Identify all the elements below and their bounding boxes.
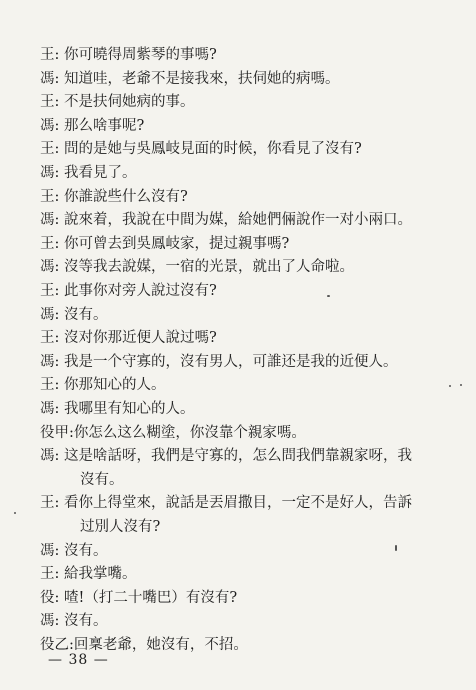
speaker-label: 馮: bbox=[40, 613, 60, 630]
speaker-label: 王: bbox=[40, 495, 60, 512]
dialogue-text: 不是扶伺她病的事。 bbox=[64, 94, 195, 111]
dialogue-continuation: 过別人沒有? bbox=[80, 519, 161, 535]
dialogue-line bbox=[40, 233, 460, 255]
speaker-label: 馮: bbox=[40, 401, 60, 417]
speaker-label: 馮: bbox=[40, 448, 60, 465]
speaker-label: 王: bbox=[40, 566, 60, 583]
dialogue-line bbox=[40, 162, 460, 184]
dialogue-text: 你可曾去到吳鳳岐家，提过親事嗎? bbox=[64, 235, 290, 252]
dialogue-text: 看你上得堂來，說話是丟眉撒目，一定不是好人，告訴 bbox=[64, 495, 412, 512]
page-number: — 38 — bbox=[48, 652, 109, 668]
speaker-label: 馮: bbox=[40, 212, 60, 229]
dialogue-line bbox=[40, 351, 460, 373]
speaker-label: 王: bbox=[40, 377, 60, 394]
scan-speck bbox=[14, 512, 16, 514]
dialogue-text: 沒等我去說媒，一宿的光景，就出了人命啦。 bbox=[64, 259, 354, 276]
dialogue-continuation: 沒有。 bbox=[80, 471, 124, 488]
dialogue-text: 知道哇，老爺不是接我來，扶伺她的病嗎。 bbox=[64, 70, 340, 87]
dialogue-text: 这是啥話呀，我們是守寡的，怎么問我們靠親家呀，我 bbox=[64, 448, 412, 465]
dialogue-text: 那么啥事呢? bbox=[64, 117, 145, 134]
speaker-label: 王: bbox=[40, 188, 60, 205]
dialogue-line bbox=[40, 445, 460, 467]
speaker-label: 役乙: bbox=[40, 637, 74, 653]
dialogue-text: 說來着，我說在中間为媒，給她們倆說作一对小兩口。 bbox=[64, 212, 412, 229]
speaker-label: 王: bbox=[40, 235, 60, 252]
dialogue-text: 我看見了。 bbox=[64, 165, 137, 181]
dialogue-text: 沒有。 bbox=[64, 306, 108, 323]
dialogue-text: 我是一个守寡的，沒有男人，可誰还是我的近便人。 bbox=[64, 353, 398, 370]
speaker-label: 王: bbox=[40, 330, 60, 347]
dialogue-line bbox=[40, 492, 460, 514]
dialogue-line bbox=[40, 68, 460, 90]
scan-speck bbox=[327, 295, 330, 297]
speaker-label: 王: bbox=[40, 47, 60, 63]
dialogue-text: 沒对你那近便人說过嗎? bbox=[64, 330, 217, 347]
speaker-label: 馮: bbox=[40, 353, 60, 370]
dialogue-line bbox=[40, 540, 460, 562]
dialogue-line bbox=[40, 563, 460, 585]
dialogue-text: 給我掌嘴。 bbox=[64, 566, 137, 583]
dialogue-line bbox=[40, 186, 460, 208]
speaker-label: 役甲: bbox=[40, 424, 74, 441]
dialogue-line bbox=[40, 209, 460, 231]
speaker-label: 王: bbox=[40, 141, 60, 158]
dialogue-text: 你誰說些什么沒有? bbox=[64, 188, 188, 205]
dialogue-line bbox=[40, 587, 460, 609]
dialogue-text: 你怎么这么糊塗，你沒靠个親家嗎。 bbox=[73, 424, 306, 441]
dialogue-text: 此事你对旁人說过沒有? bbox=[64, 283, 217, 299]
scan-speck bbox=[395, 545, 397, 551]
dialogue-text: 你可曉得周紫琴的事嗎? bbox=[64, 47, 217, 63]
speaker-label: 馮: bbox=[40, 259, 60, 276]
dialogue-text: 沒有。 bbox=[64, 542, 108, 559]
dialogue-line bbox=[40, 91, 460, 113]
speaker-label: 馮: bbox=[40, 165, 60, 181]
dialogue-line bbox=[40, 44, 460, 66]
speaker-label: 馮: bbox=[40, 70, 60, 87]
dialogue-line bbox=[40, 256, 460, 278]
speaker-label: 馮: bbox=[40, 306, 60, 323]
dialogue-line bbox=[40, 115, 460, 137]
speaker-label: 王: bbox=[40, 283, 60, 299]
dialogue-line bbox=[40, 280, 460, 302]
dialogue-text: 你那知心的人。 bbox=[64, 377, 166, 394]
dialogue-line bbox=[40, 327, 460, 349]
dialogue-line bbox=[40, 610, 460, 632]
dialogue-text: 我哪里有知心的人。 bbox=[64, 401, 195, 417]
dialogue-line bbox=[40, 304, 460, 326]
dialogue-text: 喳!（打二十嘴巴）有沒有? bbox=[64, 589, 238, 606]
speaker-label: 馮: bbox=[40, 117, 60, 134]
dialogue-line bbox=[40, 398, 460, 420]
dialogue-line bbox=[40, 374, 460, 396]
dialogue-line bbox=[40, 138, 460, 160]
speaker-label: 馮: bbox=[40, 542, 60, 559]
scan-speck bbox=[460, 384, 462, 386]
dialogue-text: 問的是她与吳鳳岐見面的时候，你看見了沒有? bbox=[64, 141, 362, 158]
speaker-label: 王: bbox=[40, 94, 60, 111]
dialogue-text: 回稟老爺，她沒有，不招。 bbox=[73, 637, 248, 653]
dialogue-text: 沒有。 bbox=[64, 613, 108, 630]
scan-speck bbox=[449, 385, 451, 387]
dialogue-line bbox=[40, 422, 460, 444]
speaker-label: 役: bbox=[40, 589, 60, 606]
